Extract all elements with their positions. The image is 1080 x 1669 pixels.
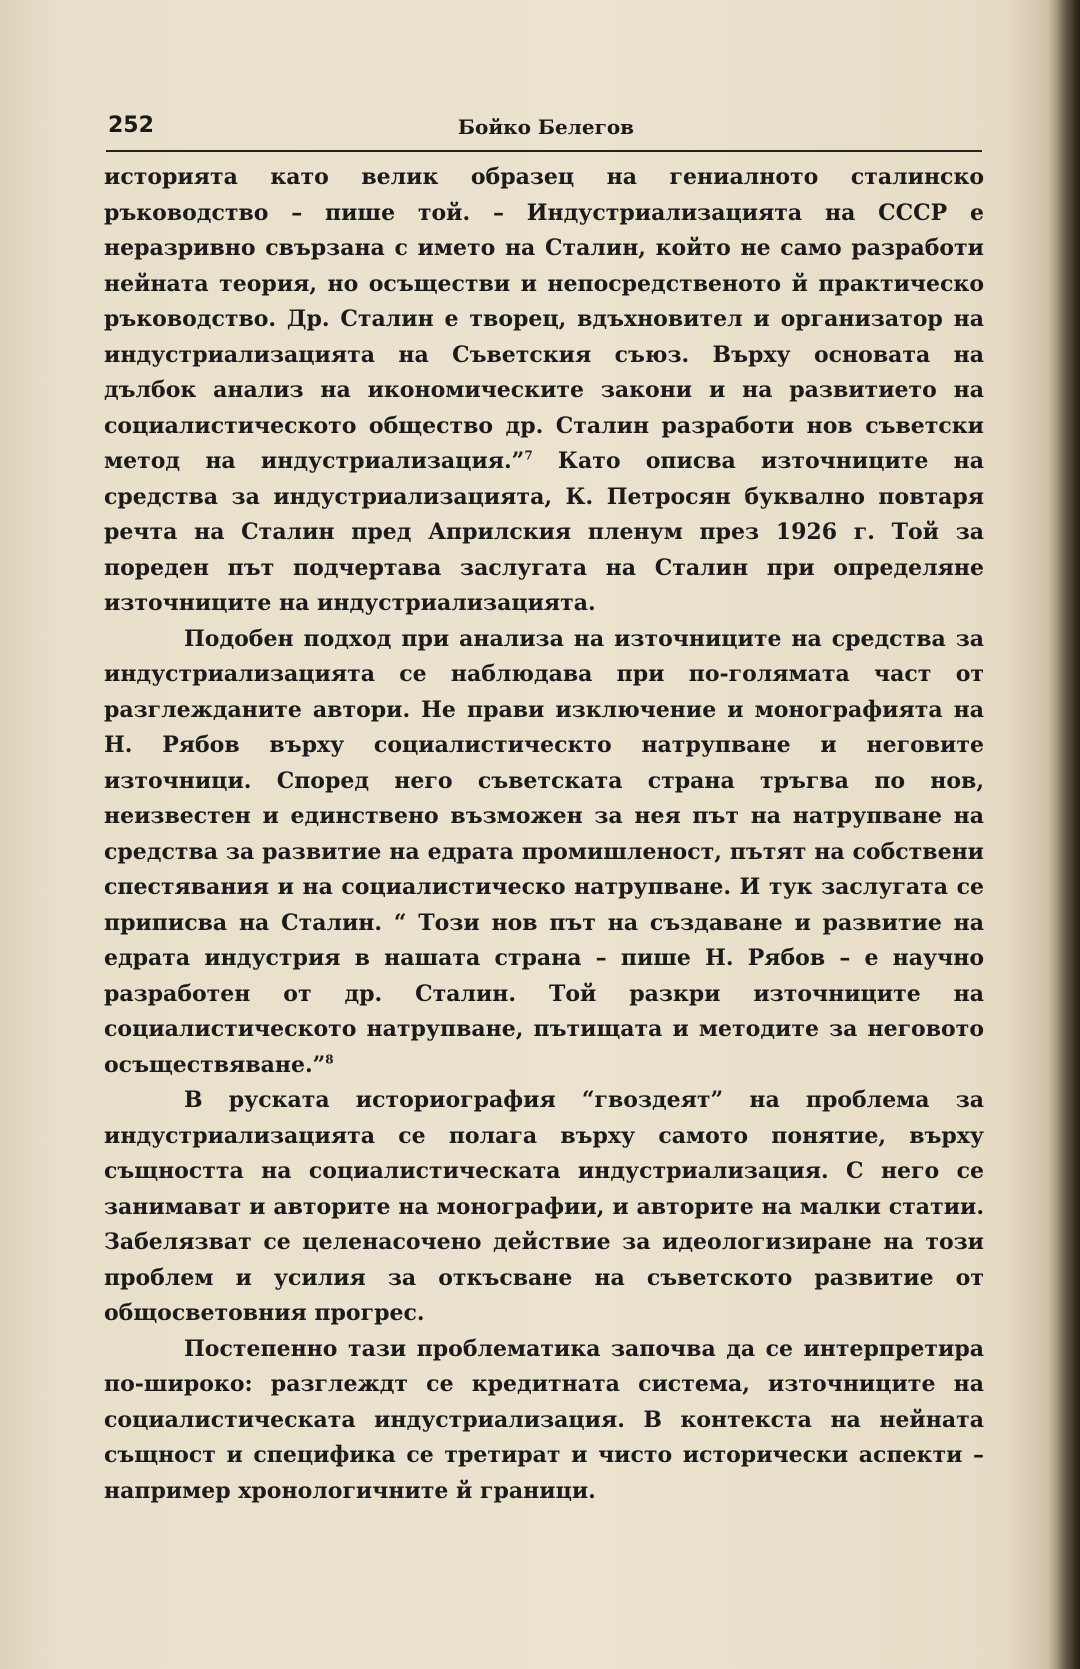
page-number: 252 — [108, 113, 154, 138]
paragraph-4 — [104, 1332, 984, 1510]
page-edge-shadow — [1058, 0, 1080, 1669]
paragraph-4-text: Постепенно тази проблематика започва да се интерпретира по-широко: разглеждт се кредитната система, източниците на социалистическата индустриализация. В контекста на нейната същност и специфика се третират и чисто исторически аспекти – например хронологичните й граници. — [104, 1335, 984, 1504]
paragraph-2-text: Подобен подход при анализа на източниците на средства за индустриализацията се наблюдава при по-голямата част от разглежданите автори. Не прави изключение и монографията на Н. Рябов върху социалистическто натрупване и неговите източници. Според него съветската страна тръгва по нов, неизвестен и единствено възможен за нея път на натрупване на средства за развитие на едрата промишленост, пътят на собствени спестявания и на социалистическо натрупване. И тук заслугата се приписва на Сталин. “ Този нов път на създаване и развитие на едрата индустрия в нашата страна – пише Н. Рябов – е научно разработен от др. Сталин. Той разкри източниците на социалистическото натрупване, пътищата и методите за неговото осъществяване.” — [104, 625, 984, 1078]
paragraph-1-text-after: Като описва източниците на средства за индустриализацията, К. Петросян буквално повтаря речта на Сталин пред Априлския пленум през 1926 г. Той за пореден път подчертава заслугата на Сталин при определяне източниците на индустриализацията. — [104, 448, 984, 616]
paragraph-3 — [104, 1083, 984, 1332]
footnote-ref-7: 7 — [524, 448, 533, 463]
paragraph-3-text: В руската историография “гвоздеят” на проблема за индустриализацията се полага върху самото понятие, върху същността на социалистическата индустриализация. С него се занимават и авторите на монографии, и авторите на малки статии. Забелязват се целенасочено действие за идеологизиране на този проблем и усилия за откъсване на съветското развитие от общосветовния прогрес. — [104, 1087, 984, 1326]
paragraph-1-text: историята като велик образец на гениалното сталинско ръководство – пише той. – Индустриализацията на СССР е неразривно свързана с името на Сталин, който не само разработи нейната теория, но осъществи и непосредственото й практическо ръководство. Др. Сталин е творец, вдъхновител и организатор на индустриализацията на Съветския съюз. Върху основата на дълбок анализ на икономическите закони и на развитието на социалистическото общество др. Сталин разработи нов съветски метод на индустриализация.” — [104, 164, 984, 474]
paragraph-1 — [104, 160, 984, 622]
page-header — [106, 110, 982, 152]
running-head-author: Бойко Белегов — [457, 115, 635, 139]
footnote-ref-8: 8 — [325, 1052, 334, 1067]
paragraph-2 — [104, 622, 984, 1084]
body-text — [104, 160, 984, 1509]
